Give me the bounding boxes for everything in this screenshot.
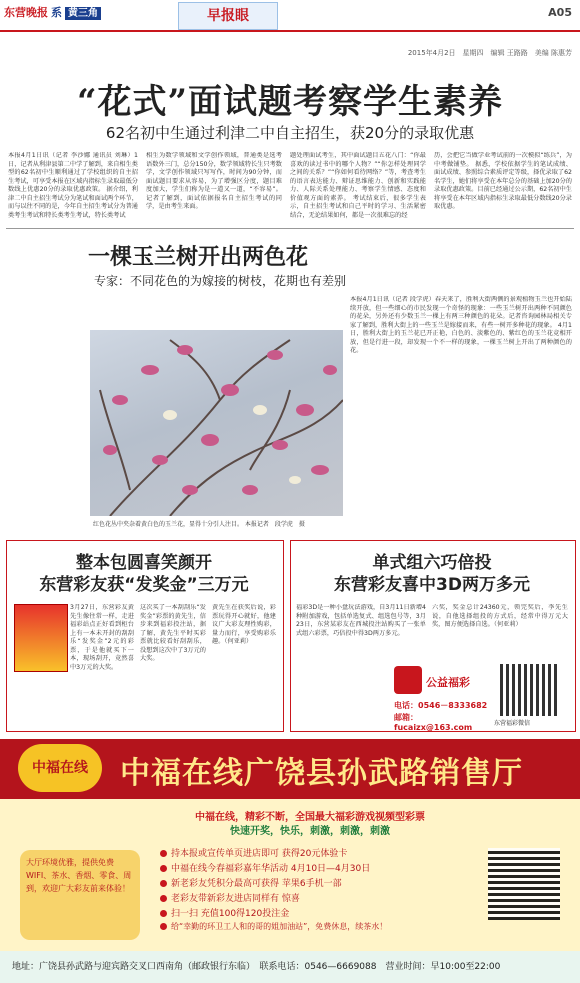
article2-subheadline: 专家：不同花色的为嫁接的树枝，花期也有差别 (94, 274, 347, 288)
ad-item-text: 持本报或宣传单页进店即可 获得20元体验卡 (171, 849, 348, 859)
article3-headline1: 整本包圆喜笑颜开 (76, 553, 212, 573)
article1-col4: 历，会把它当做学业考试前的一次模拟“练兵”，为中考做铺垫。 据悉，学校依据学生的笔试成绩、面试成绩、参照综合素质评定等级，择优录取了62名学生，她们将享受在本年总分的基础上加20分的录取优惠政策。目前已经通过公示期，62名初中生将享受在本年区域内指标生录取最低分数线20分录取优惠。 (434, 152, 572, 210)
article3-col3: 黄先生在获奖后说，彩票玩得开心就好，他建议广大彩友理性购彩，量力而行，享受购彩乐趣。（何亚莉） (212, 604, 276, 645)
article2-body: 本报4月1日讯（记者 段学虎）春天来了，胜利大街两侧的景观植物玉兰也开始陆续开放，但一些细心的市民发现一个奇怪的现象：一些玉兰树开出两种不同颜色的花朵，另外还有少数玉兰一棵上有两三种颜色的花朵。记者咨询园林局相关专家了解到，胜利大街上的一些玉兰是嫁接而来，有些一树开多种花的现象。 4月1日，胜利大街上的玉兰花已开正艳，白色的、淡紫色的、紫红色的玉兰花竞相开放，但是行进一段，却发现一个不一样的现象，一棵玉兰树上开出了两种颜色的花。 (350, 296, 572, 354)
ad-item-2 (160, 861, 370, 874)
welfare-phone: 电话：0546－8333682 (394, 701, 488, 710)
ad-item-text: 新老彩友凭积分最高可获得 苹果6手机一部 (171, 879, 342, 889)
qr-code-icon[interactable] (500, 664, 558, 716)
ad-slogan1: 中福在线，精彩不断，全国最大福彩游戏视频型彩票 (195, 812, 425, 823)
ad-item-4 (160, 891, 300, 904)
ad-address: 地址：广饶县孙武路与迎宾路交叉口西南角（邮政银行东临） 联系电话：0546—6669088 营业时间：早10:00至22:00 (12, 962, 501, 972)
paper-name: 东营晚报 (4, 6, 48, 19)
ad-address-bar (0, 951, 580, 983)
photo-caption: 红色花丛中夹杂着黄白色的玉兰花，显得十分引人注目。 本报记者 段学虎 摄 (93, 521, 305, 528)
bullet-icon (160, 923, 167, 930)
ad-item-text: 给“幸勤的环卫工人和的哥的姐加油站”，免费休息，续茶水！ (171, 922, 388, 931)
article3-headline2: 东营彩友获“发奖金”三万元 (39, 575, 249, 595)
ad-item-text: 中福在线今春福彩嘉年华活动 4月10日—4月30日 (171, 864, 371, 874)
ad-item-text: 扫一扫 充值100得120投注金 (171, 909, 290, 919)
qr-caption: 东营福彩微信 (494, 720, 531, 727)
ad-item-1 (160, 846, 347, 859)
ad-item-3 (160, 876, 342, 889)
magnolia-illustration (90, 330, 343, 516)
article4-headline2: 东营彩友喜中3D两万多元 (334, 575, 530, 595)
article1-subheadline: 62名初中生通过利津二中自主招生，获20分的录取优惠 (105, 124, 475, 142)
bullet-icon (160, 895, 167, 902)
ad-item-text: 老彩友带新彩友进店同样有 惊喜 (171, 894, 300, 904)
article4-headline1: 单式组六巧倍投 (372, 553, 492, 573)
paper-series: 系 (51, 6, 62, 19)
ad-item-5 (160, 906, 289, 919)
article2-headline: 一棵玉兰树开出两色花 (88, 244, 309, 270)
welfare-email: 邮箱：fucaizx@163.com (394, 713, 473, 732)
paper-logo (4, 4, 101, 20)
ad-slogan2: 快速开奖，快乐，刺激，刺激，刺激 (230, 826, 390, 837)
article3-col2: 这次买了一本刮刮乐“发奖金”彩票的黄先生，信步来到福彩投注站，据了解，黄先生平时买彩票就比较看好刮刮乐，没想到这次中了3万元的大奖。 (140, 604, 206, 662)
article3-col1: 3月27日，东营彩友黄先生像往常一样，走进福彩站点正好看到柜台上有一本未开封的刮刮乐“发奖金”2元的彩票，于是他就买下一本，现场刮开，竟然喜中3万元的大奖。 (70, 604, 134, 671)
ad-badge: 中福在线 (18, 744, 102, 792)
magnolia-photo (90, 330, 343, 516)
ad-item-6 (160, 921, 387, 932)
welfare-brand: 公益福彩 (426, 676, 470, 689)
section-tag: 黄三角 (65, 7, 101, 20)
ad-qr-code-icon[interactable] (488, 848, 560, 920)
scratch-ticket-image (14, 604, 68, 672)
section-title: 早报眼 (178, 2, 278, 30)
dateline: 2015年4月2日 星期四 编辑 王路路 美编 陈惠芳 (407, 49, 572, 57)
page-number: A05 (548, 6, 572, 19)
bullet-icon (160, 850, 167, 857)
article4-col1: 福彩3D是一种小盘玩法游戏，自3月11日新增4种附加游戏，包括单选复式、组选包号等，3月23日，东营某彩友在西城投注站购买了一张单式组六彩票，巧倍投中得3D两万多元。 (296, 604, 426, 637)
ad-left-notes: 大厅环境优雅，提供免费WIFI、茶水、香烟、零食、周到，欢迎广大彩友前来体验！ (20, 850, 140, 940)
bullet-icon (160, 865, 167, 872)
divider (6, 228, 574, 229)
bullet-icon (160, 880, 167, 887)
ad-title: 中福在线广饶县孙武路销售厅 (120, 756, 523, 791)
article1-col2: 相生为数学领域和文学创作领域，普通类是选考语数外三门，总分150分，数学领域特长生只考数学，文学创作领域只写写作，时间为90分钟，而面试题目要求从容易，为了增强区分度，题目难度加大，学生们称为是一道又一道，“不容易”。 记者了解到，面试依据报名自主招生考试的同学，是由考生来面。 (146, 152, 282, 210)
article4-col2: 六奖，奖金总计24360元，领完奖后，李先生说，自他选择组投的方式后，经常中得万元大奖，图方便选择自选。（何亚莉） (432, 604, 568, 628)
welfare-logo-icon (394, 666, 422, 694)
article1-col3: 题处理面试考生，其中面试题目五花八门：“你最喜欢的读过书中的哪个人物？”“你怎样处理同学之间的关系？”“你如何看待网络？”等，考查考生的语言表达能力、辩证思维能力、创新和实践能力、人际关系处理能力、考察学生情感、态度和价值观方面的素养。 考试结束后，很多学生表示，自主招生考试和自己平时的学习、生活紧密结合，无论结果如何，都是一次很难忘的经 (290, 152, 426, 219)
welfare-lottery-ad (394, 666, 490, 732)
bullet-icon (160, 910, 167, 917)
article1-col1: 本报4月1日讯（记者 李沙娜 通讯员 刘琳）1日，记者从利津县第二中学了解到，来自相生类型的62名初中生顺利通过了学校组织的自主招生考试，可享受本报在区域内指标生录取最低分数线上优惠20分的录取优惠政策。 据介绍，利津二中自主招生考试分为笔试和面试两个环节，而与以往不同的是，今年自主招生考试分为普通类考生考试和特长类考生考试，特长类考试 (8, 152, 138, 219)
article1-headline: “花式”面试题考察学生素养 (76, 82, 504, 122)
